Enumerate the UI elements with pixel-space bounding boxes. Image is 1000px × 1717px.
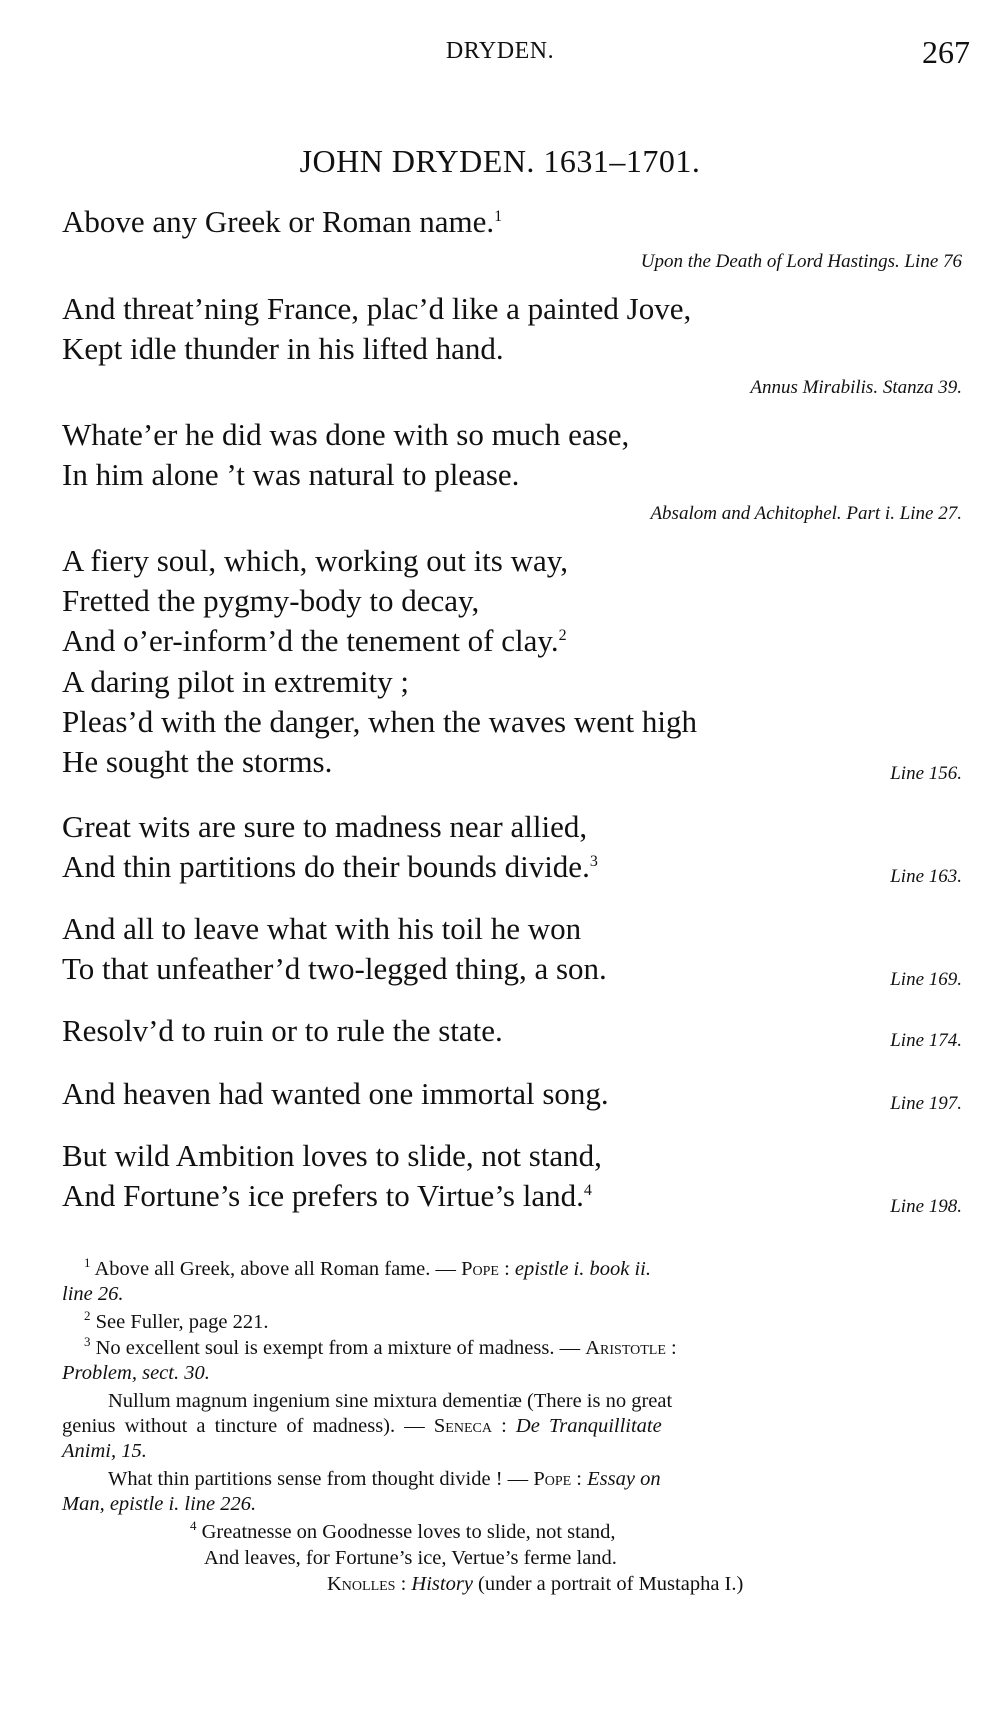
verse-line: Pleas’d with the danger, when the waves went high xyxy=(62,704,697,739)
citation: Line 198. xyxy=(890,1196,962,1217)
page-number: 267 xyxy=(922,34,970,70)
footnote-1-cont: line 26. xyxy=(62,1283,124,1305)
footnote-text: What thin partitions sense from thought divide ! — xyxy=(108,1468,534,1490)
footnote-author: Aristotle xyxy=(585,1337,666,1359)
citation: Annus Mirabilis. Stanza 39. xyxy=(750,377,962,398)
verse-text: And o’er-inform’d the tenement of clay. xyxy=(62,623,559,658)
page-title: JOHN DRYDEN. 1631–1701. xyxy=(299,143,701,179)
verse-line: To that unfeather’d two-legged thing, a son. xyxy=(62,951,607,986)
footnote-ref: 4 xyxy=(583,1182,592,1199)
verse-line xyxy=(62,848,598,886)
footnote-3-para2-line2: genius without a tincture of madness). — Seneca : De Tranquillitate xyxy=(62,1415,662,1437)
verse-text: And thin partitions do their bounds divide. xyxy=(62,849,590,884)
footnote-source: De Tranquillitate xyxy=(515,1415,662,1437)
verse-line: Great wits are sure to madness near allied, xyxy=(62,809,588,844)
verse-line: Fretted the pygmy-body to decay, xyxy=(62,583,480,618)
verse-line: Kept idle thunder in his lifted hand. xyxy=(62,331,504,366)
footnote-marker: 4 xyxy=(190,1518,197,1533)
verse-line: Whate’er he did was done with so much ease, xyxy=(62,417,630,452)
footnote-3: $^3$ No excellent soul is exempt from a mixture of madness. — Aristotle : xyxy=(84,1334,677,1359)
footnote-ref: 3 xyxy=(589,853,598,870)
footnote-source: Essay on xyxy=(587,1468,661,1490)
footnote-text: Greatnesse on Goodnesse loves to slide, not stand, xyxy=(201,1521,616,1543)
footnote-source: epistle i. book ii. xyxy=(514,1258,651,1280)
footnote-3-para2: Nullum magnum ingenium sine mixtura dementiæ (There is no great xyxy=(108,1390,673,1412)
verse-line: But wild Ambition loves to slide, not stand, xyxy=(62,1138,602,1173)
footnote-3-para3-cont: Man, epistle i. line 226. xyxy=(62,1493,257,1515)
footnote-marker: 2 xyxy=(84,1308,91,1323)
verse-line: A daring pilot in extremity ; xyxy=(62,664,409,699)
citation: Upon the Death of Lord Hastings. Line 76 xyxy=(640,251,962,272)
footnote-text: genius without a tincture of madness). — xyxy=(62,1415,434,1437)
verse-line xyxy=(62,622,567,660)
verse-line: And all to leave what with his toil he won xyxy=(62,911,582,946)
citation: Absalom and Achitophel. Part i. Line 27. xyxy=(650,503,962,524)
footnote-ref: 2 xyxy=(558,627,567,644)
verse-line: A fiery soul, which, working out its way, xyxy=(62,543,568,578)
citation: Line 156. xyxy=(890,763,962,784)
verse-line: He sought the storms. xyxy=(62,744,333,779)
footnote-3-para3: What thin partitions sense from thought divide ! — Pope : Essay on xyxy=(108,1468,661,1490)
footnote-2 xyxy=(84,1310,268,1335)
footnote-ref: 1 xyxy=(494,208,503,225)
running-head: DRYDEN. xyxy=(445,38,555,64)
footnote-4-attribution: Knolles : History (under a portrait of Mustapha I.) xyxy=(327,1573,744,1595)
footnote-source: History xyxy=(411,1573,473,1595)
footnote-4-line2: And leaves, for Fortune’s ice, Vertue’s ferme land. xyxy=(204,1547,617,1569)
footnote-3-para2-cont: Animi, 15. xyxy=(62,1440,147,1462)
footnote-text: Above all Greek, above all Roman fame. — xyxy=(94,1258,462,1280)
footnote-source-note: (under a portrait of Mustapha I.) xyxy=(478,1573,744,1595)
citation: Line 169. xyxy=(890,969,962,990)
footnote-marker: 1 xyxy=(84,1255,91,1270)
footnote-text: See Fuller, page 221. xyxy=(95,1311,269,1333)
verse-text: And Fortune’s ice prefers to Virtue’s land. xyxy=(62,1178,584,1213)
citation: Line 174. xyxy=(890,1030,962,1051)
footnote-marker: 3 xyxy=(84,1334,91,1349)
footnote-1: $^1$ Above all Greek, above all Roman fame. — Pope : epistle i. book ii. xyxy=(84,1255,651,1280)
footnote-author: Pope xyxy=(461,1258,499,1280)
verse-line xyxy=(62,203,502,241)
verse-line: And heaven had wanted one immortal song. xyxy=(62,1076,609,1111)
footnote-author: Pope xyxy=(533,1468,572,1490)
footnote-author: Knolles xyxy=(327,1573,396,1595)
verse-line: And threat’ning France, plac’d like a painted Jove, xyxy=(62,291,692,326)
citation: Line 197. xyxy=(890,1093,962,1114)
footnote-4 xyxy=(190,1520,616,1545)
footnote-3-source: Problem, sect. 30. xyxy=(62,1362,210,1384)
verse-line xyxy=(62,1177,592,1215)
verse-line: In him alone ’t was natural to please. xyxy=(62,457,520,492)
verse-line: Resolv’d to ruin or to rule the state. xyxy=(62,1013,503,1048)
footnote-author: Seneca xyxy=(433,1415,492,1437)
footnote-text: No excellent soul is exempt from a mixture of madness. — xyxy=(95,1337,586,1359)
citation: Line 163. xyxy=(890,866,962,887)
verse-text: Above any Greek or Roman name. xyxy=(62,204,495,239)
